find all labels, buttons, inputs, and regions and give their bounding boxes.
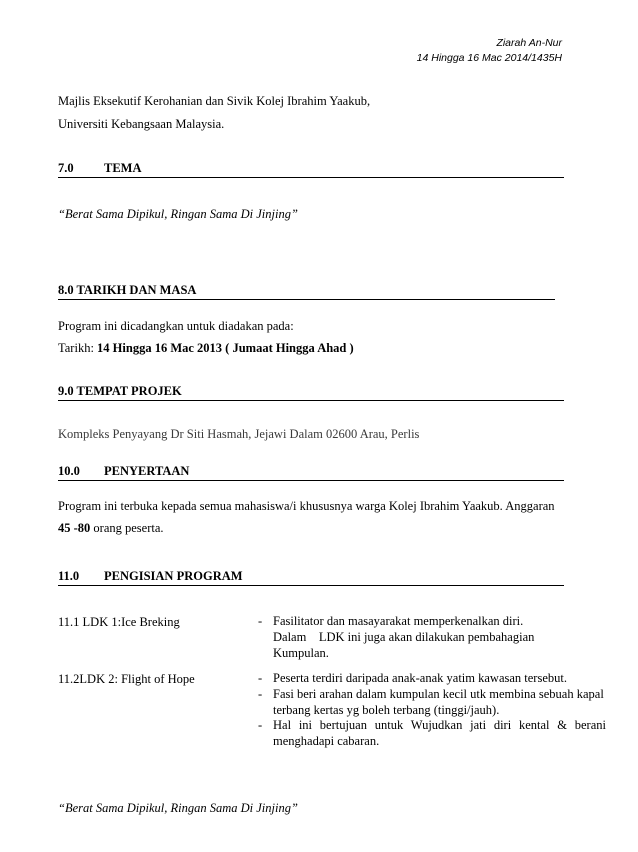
section-10-heading xyxy=(58,463,564,481)
program-point xyxy=(258,718,606,750)
document-header xyxy=(417,36,562,66)
project-place: Kompleks Penyayang Dr Siti Hasmah, Jejawi Dalam 02600 Arau, Perlis xyxy=(58,427,420,441)
point-line: terbang kertas yg boleh terbang (tinggi/jauh). xyxy=(273,703,500,717)
bullet-dash: - xyxy=(258,614,263,628)
desc-line: Dalam LDK ini juga akan dilakukan pembahagian xyxy=(273,630,535,644)
section-8-title: 8.0 TARIKH DAN MASA xyxy=(58,283,197,297)
desc-line: Fasilitator dan masayarakat memperkenalkan diri. xyxy=(273,614,524,628)
header-title: Ziarah An-Nur xyxy=(496,37,562,49)
section-11-number: 11.0 xyxy=(58,569,80,583)
section-10-number: 10.0 xyxy=(58,464,80,478)
section-7-heading xyxy=(58,160,564,178)
program-point xyxy=(258,687,606,719)
program-item-label: 11.1 LDK 1:Ice Breking xyxy=(58,615,180,629)
program-item-desc xyxy=(258,614,578,664)
bullet-dash: - xyxy=(258,671,263,685)
theme-quote: “Berat Sama Dipikul, Ringan Sama Di Jinjing” xyxy=(58,207,298,221)
bullet-dash: - xyxy=(258,687,263,701)
section-8-heading xyxy=(58,282,555,300)
participation-line-1: Program ini terbuka kepada semua mahasiswa/i khususnya warga Kolej Ibrahim Yaakub. Anggaran xyxy=(58,499,555,513)
point-line: Peserta terdiri daripada anak-anak yatim kawasan tersebut. xyxy=(273,671,567,685)
program-point xyxy=(258,671,606,687)
point-line: Fasi beri arahan dalam kumpulan kecil utk membina sebuah kapal xyxy=(273,687,604,701)
desc-line: Kumpulan. xyxy=(273,646,329,660)
date-intro: Program ini dicadangkan untuk diadakan pada: xyxy=(58,319,294,333)
point-line: menghadapi cabaran. xyxy=(273,734,380,748)
section-9-title: 9.0 TEMPAT PROJEK xyxy=(58,384,182,398)
date-line xyxy=(58,340,354,356)
section-11-heading xyxy=(58,568,564,586)
section-10-title: PENYERTAAN xyxy=(104,464,190,478)
header-date: 14 Hingga 16 Mac 2014/1435H xyxy=(416,52,562,64)
org-line-1: Majlis Eksekutif Kerohanian dan Sivik Kolej Ibrahim Yaakub, xyxy=(58,94,371,108)
point-line: Hal ini bertujuan untuk Wujudkan jati diri kental & berani xyxy=(273,718,606,732)
participant-count: 45 -80 xyxy=(58,521,91,535)
participation-rest: orang peserta. xyxy=(90,521,164,535)
section-11-title: PENGISIAN PROGRAM xyxy=(104,569,243,583)
program-item-label: 11.2LDK 2: Flight of Hope xyxy=(58,672,195,686)
participation-line-2 xyxy=(58,520,164,536)
footer-quote: “Berat Sama Dipikul, Ringan Sama Di Jinjing” xyxy=(58,801,298,815)
date-value: 14 Hingga 16 Mac 2013 ( Jumaat Hingga Ahad ) xyxy=(97,341,354,355)
section-7-title: TEMA xyxy=(104,161,142,175)
section-9-heading xyxy=(58,383,564,401)
section-7-number: 7.0 xyxy=(58,161,74,175)
org-line-2: Universiti Kebangsaan Malaysia. xyxy=(58,117,225,131)
date-label: Tarikh: xyxy=(58,341,98,355)
bullet-dash: - xyxy=(258,718,263,732)
